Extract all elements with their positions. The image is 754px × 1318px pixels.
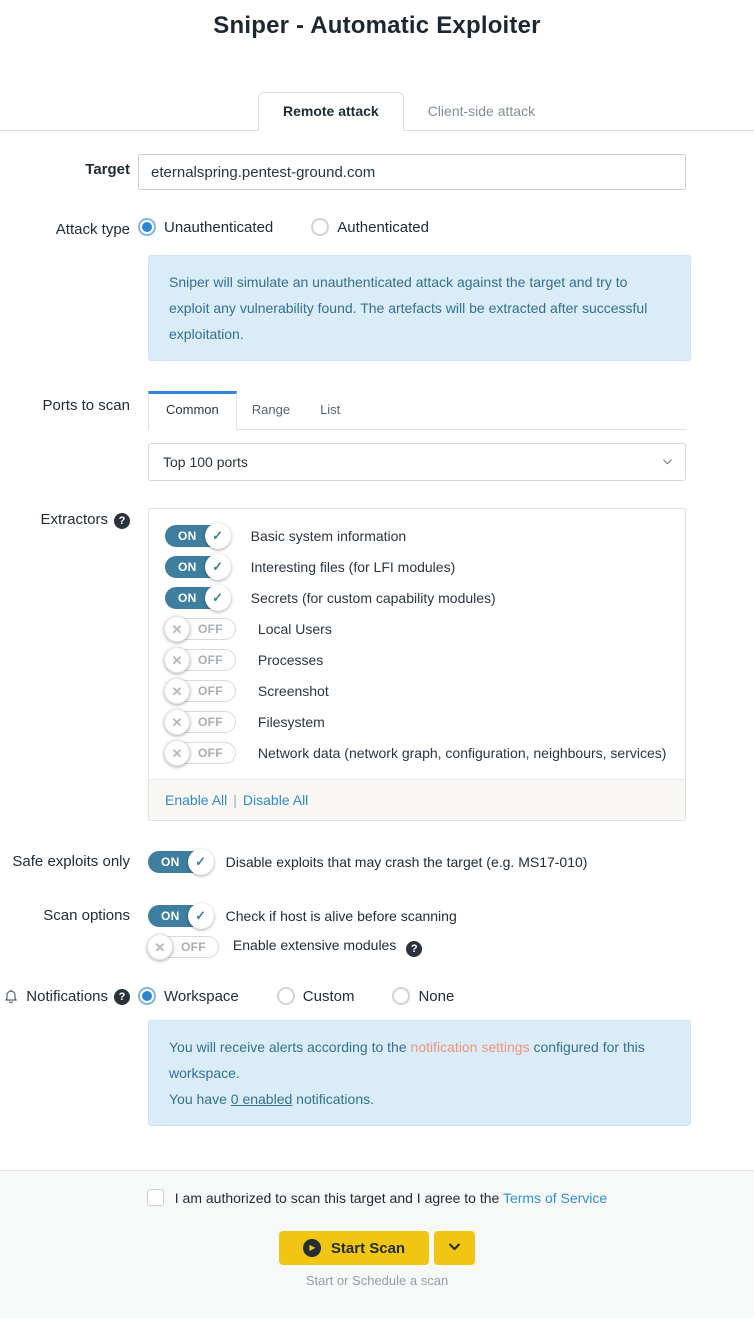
radio-workspace[interactable] [138,987,239,1005]
toggle-off[interactable] [165,649,236,671]
radio-authenticated[interactable] [311,218,429,236]
disable-all-link[interactable]: Disable All [242,792,309,808]
x-icon: ✕ [147,934,173,960]
extractor-item [165,552,669,582]
target-input[interactable] [138,154,686,190]
toggle-state-label: OFF [198,653,223,667]
toggle-off[interactable] [165,711,236,733]
info-text: notifications. [292,1091,374,1107]
attack-info-row [0,255,754,361]
check-icon: ✓ [188,903,214,929]
check-icon: ✓ [205,585,231,611]
radio-button-icon [392,987,410,1005]
attack-type-label: Attack type [55,221,130,238]
extractors-row [0,508,754,821]
ports-label: Ports to scan [42,397,130,414]
radio-label: Custom [302,987,355,1005]
notifications-label: Notifications [26,988,108,1005]
x-icon: ✕ [164,709,190,735]
notifications-row [0,983,754,1005]
info-text: You have [169,1091,231,1107]
safe-exploits-row [0,851,754,873]
toggle-state-label: ON [178,591,197,605]
authorization-checkbox[interactable] [147,1189,164,1206]
link-separator: | [233,792,237,808]
radio-unauthenticated[interactable] [138,218,273,236]
extractor-item [165,521,669,551]
target-row [0,154,754,190]
notification-settings-link[interactable]: notification settings [410,1039,530,1055]
check-icon: ✓ [205,523,231,549]
authorization-row [0,1189,754,1206]
extractor-label: Screenshot [257,683,329,699]
bell-icon [3,988,19,1005]
toggle-state-label: ON [161,855,180,869]
toggle-state-label: ON [178,560,197,574]
x-icon: ✕ [164,647,190,673]
chevron-down-icon [447,1239,462,1257]
page-title: Sniper - Automatic Exploiter [213,12,541,39]
tab-client-side-attack[interactable]: Client-side attack [427,103,536,119]
enable-all-link[interactable]: Enable All [165,792,228,808]
attack-info-box: Sniper will simulate an unauthenticated attack against the target and try to exploit any vulnerability found. The artefacts will be extracted after successful exploitation. [148,255,691,361]
ports-tab-range[interactable]: Range [251,402,291,417]
extractors-label: Extractors [40,511,108,528]
authorization-text: I am authorized to scan this target and I agree to the Terms of Service [174,1189,608,1206]
main-tab-bar [0,92,754,131]
extractors-footer [149,779,685,820]
radio-button-icon [277,987,295,1005]
terms-of-service-link[interactable]: Terms of Service [502,1189,608,1206]
target-label: Target [85,161,130,178]
toggle-state-label: OFF [198,715,223,729]
play-icon: ▶ [303,1239,321,1257]
ports-tab-common[interactable]: Common [148,391,237,430]
ports-select[interactable] [148,443,686,481]
notifications-radio-group [138,983,686,1005]
radio-button-icon [138,218,156,236]
radio-button-icon [138,987,156,1005]
help-icon[interactable]: ? [114,513,130,529]
x-icon: ✕ [164,740,190,766]
start-scan-label: Start Scan [330,1239,406,1257]
toggle-off[interactable] [165,680,236,702]
x-icon: ✕ [164,678,190,704]
extractor-label: Filesystem [257,714,325,730]
attack-type-row [0,212,754,238]
help-icon[interactable]: ? [406,941,422,957]
ports-select-value: Top 100 ports [163,454,248,470]
ports-row [0,390,754,481]
form-footer [0,1170,754,1318]
scan-option-text: Enable extensive modules ? [233,937,422,957]
notifications-info-row [0,1020,754,1126]
radio-label: Workspace [164,987,239,1005]
info-text: You will receive alerts according to the [169,1039,411,1055]
extractors-box [148,508,686,821]
toggle-on[interactable] [148,905,212,927]
ports-tab-list[interactable]: List [320,402,341,417]
ports-tab-bar [148,390,686,430]
scan-option-text: Check if host is alive before scanning [225,908,457,924]
radio-custom[interactable] [277,987,355,1005]
info-text: configured for this workspace. [169,1039,645,1081]
extractor-item [165,676,669,706]
toggle-on[interactable] [165,556,229,578]
radio-label: None [418,987,455,1005]
safe-exploits-label: Safe exploits only [12,853,130,870]
toggle-state-label: OFF [198,746,223,760]
chevron-down-icon [661,455,674,473]
radio-label: Unauthenticated [164,218,274,236]
radio-label: Authenticated [337,218,429,236]
extractor-item [165,707,669,737]
check-icon: ✓ [188,849,214,875]
toggle-state-label: OFF [198,622,223,636]
extractor-label: Network data (network graph, configuration, neighbours, services) [257,745,667,761]
toggle-off[interactable] [165,742,236,764]
attack-type-radio-group [138,212,686,236]
enabled-notifications-link[interactable]: 0 enabled [230,1091,293,1107]
extractor-label: Processes [257,652,324,668]
help-icon[interactable]: ? [114,989,130,1005]
toggle-state-label: ON [178,529,197,543]
start-scan-hint: Start or Schedule a scan [305,1273,449,1288]
notifications-info-box [148,1020,691,1126]
toggle-off[interactable] [165,618,236,640]
extractor-item [165,738,669,768]
toggle-on[interactable] [165,587,229,609]
toggle-state-label: OFF [198,684,223,698]
toggle-on[interactable] [165,525,229,547]
extractor-item [165,614,669,644]
extractor-item [165,583,669,613]
extractor-label: Local Users [257,621,332,637]
tab-remote-attack[interactable]: Remote attack [258,92,404,131]
check-icon: ✓ [205,554,231,580]
toggle-on[interactable] [148,851,212,873]
extractor-item [165,645,669,675]
toggle-state-label: ON [161,909,180,923]
extractor-label: Basic system information [250,528,407,544]
toggle-off[interactable] [148,936,219,958]
x-icon: ✕ [164,616,190,642]
scan-options-row [0,905,754,958]
scan-form [0,131,754,1126]
start-scan-button[interactable] [279,1231,429,1265]
scan-options-label: Scan options [43,907,130,924]
extractor-label: Secrets (for custom capability modules) [250,590,496,606]
safe-exploits-text: Disable exploits that may crash the target (e.g. MS17-010) [225,854,588,870]
radio-none[interactable] [392,987,454,1005]
extractor-label: Interesting files (for LFI modules) [250,559,456,575]
radio-button-icon [311,218,329,236]
toggle-state-label: OFF [181,940,206,954]
scan-dropdown-button[interactable] [434,1231,475,1265]
